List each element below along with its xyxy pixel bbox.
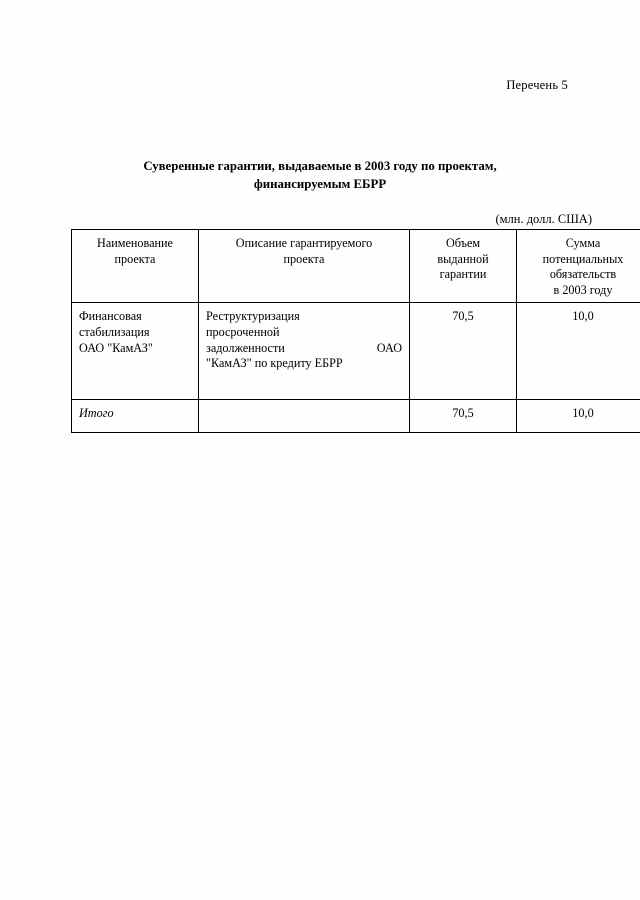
cell-description-line-4: "КамАЗ" по кредиту ЕБРР bbox=[206, 356, 343, 371]
guarantees-table bbox=[71, 229, 640, 433]
cell-project-name-line-3: ОАО "КамАЗ" bbox=[79, 340, 153, 355]
total-label: Итого bbox=[72, 400, 199, 433]
cell-description-line-3: задолженности ОАО bbox=[206, 340, 402, 355]
cell-project-name-line-2: стабилизация bbox=[79, 325, 150, 340]
column-header-project-name-line-2: проекта bbox=[114, 251, 156, 266]
cell-description-line-1: Реструктуризация bbox=[206, 309, 300, 324]
cell-guarantee-volume: 70,5 bbox=[410, 303, 517, 400]
column-header-guarantee-volume bbox=[410, 230, 517, 303]
column-header-description-line-2: проекта bbox=[283, 251, 325, 266]
column-header-potential-obligations bbox=[517, 230, 640, 303]
document-title bbox=[72, 158, 568, 193]
table-row bbox=[72, 303, 640, 400]
units-note: (млн. долл. США) bbox=[495, 212, 592, 226]
table-footer bbox=[72, 400, 640, 433]
total-guarantee-volume: 70,5 bbox=[410, 400, 517, 433]
column-header-potential-obligations-line-4: в 2003 году bbox=[553, 282, 613, 297]
column-header-guarantee-volume-line-2: выданной bbox=[437, 251, 489, 266]
title-line-2: финансируемым ЕБРР bbox=[253, 176, 387, 191]
column-header-guarantee-volume-line-1: Объем bbox=[445, 236, 481, 250]
column-header-guarantee-volume-line-3: гарантии bbox=[439, 267, 487, 282]
total-description-empty bbox=[199, 400, 410, 433]
table-header-row bbox=[72, 230, 640, 303]
document-header-label: Перечень 5 bbox=[506, 78, 568, 92]
cell-description bbox=[199, 303, 410, 400]
cell-description-line-2: просроченной bbox=[206, 325, 280, 340]
total-potential-obligations: 10,0 bbox=[517, 400, 640, 433]
table-body bbox=[72, 303, 640, 400]
cell-project-name bbox=[72, 303, 199, 400]
column-header-project-name bbox=[72, 230, 199, 303]
cell-potential-obligations: 10,0 bbox=[517, 303, 640, 400]
column-header-potential-obligations-line-2: потенциальных bbox=[542, 251, 624, 266]
column-header-potential-obligations-line-1: Сумма bbox=[565, 236, 601, 250]
column-header-description-line-1: Описание гарантируемого bbox=[235, 236, 373, 250]
column-header-description bbox=[199, 230, 410, 303]
table-header bbox=[72, 230, 640, 303]
cell-project-name-line-1: Финансовая bbox=[79, 309, 142, 324]
title-line-1: Суверенные гарантии, выдаваемые в 2003 году по проектам, bbox=[143, 159, 497, 173]
table-total-row bbox=[72, 400, 640, 433]
column-header-project-name-line-1: Наименование bbox=[97, 236, 173, 250]
column-header-potential-obligations-line-3: обязательств bbox=[549, 267, 617, 282]
